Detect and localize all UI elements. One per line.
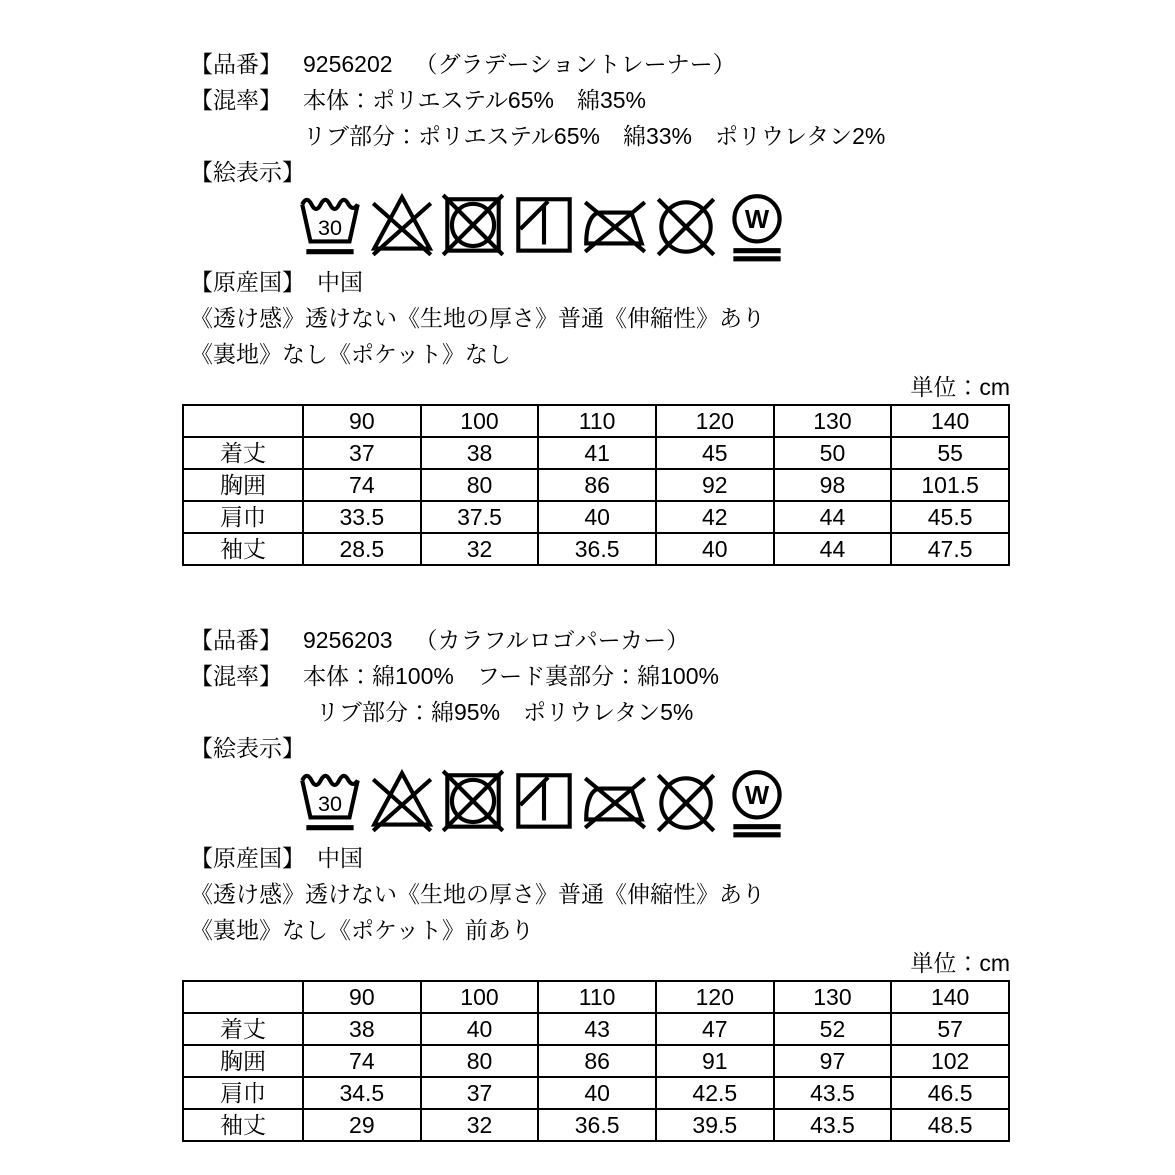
- item-number-value: 9256203: [303, 627, 393, 653]
- cell: 28.5: [303, 533, 421, 565]
- cell: 47.5: [891, 533, 1009, 565]
- cell: 36.5: [538, 1109, 656, 1141]
- do-not-tumble-dry-icon: [440, 190, 506, 264]
- size-col: 140: [891, 981, 1009, 1013]
- size-col: 100: [421, 981, 539, 1013]
- mixture-label: 【混率】: [190, 663, 282, 689]
- item-name: （グラデーショントレーナー）: [414, 51, 736, 77]
- cell: 47: [656, 1013, 774, 1045]
- cell: 101.5: [891, 469, 1009, 501]
- origin-value: 中国: [317, 269, 363, 295]
- cell: 29: [303, 1109, 421, 1141]
- origin-line: [190, 264, 1175, 300]
- wet-clean-gentle-icon: [724, 766, 790, 840]
- cell: 34.5: [303, 1077, 421, 1109]
- unit-label: 単位：cm: [910, 374, 1010, 400]
- cell: 32: [421, 1109, 539, 1141]
- cell: 97: [774, 1045, 892, 1077]
- cell: 37: [421, 1077, 539, 1109]
- mixture-line-2: [190, 118, 1175, 154]
- mixture-rib: リブ部分：ポリエステル65% 綿33% ポリウレタン2%: [303, 123, 886, 149]
- product-section-2: [0, 622, 1175, 1142]
- feature-line-1: 《透け感》透けない《生地の厚さ》普通《伸縮性》あり: [190, 881, 765, 907]
- row-label: 肩巾: [183, 1077, 303, 1109]
- cell: 80: [421, 1045, 539, 1077]
- cell: 55: [891, 437, 1009, 469]
- item-number-label: 【品番】: [190, 51, 282, 77]
- origin-value: 中国: [317, 845, 363, 871]
- cell: 42: [656, 501, 774, 533]
- table-row: [183, 1013, 1009, 1045]
- cell: 43.5: [774, 1109, 892, 1141]
- cell: 57: [891, 1013, 1009, 1045]
- cell: 86: [538, 1045, 656, 1077]
- cell: 102: [891, 1045, 1009, 1077]
- wash-30-gentle-icon: [298, 766, 364, 840]
- size-table-2: [182, 980, 1010, 1142]
- cell: 46.5: [891, 1077, 1009, 1109]
- do-not-iron-icon: [582, 190, 648, 264]
- cell: 32: [421, 533, 539, 565]
- cell: 38: [421, 437, 539, 469]
- row-label: 着丈: [183, 437, 303, 469]
- feature-line-2: 《裏地》なし《ポケット》なし: [190, 341, 511, 367]
- wash-30-gentle-icon: [298, 190, 364, 264]
- row-label: 胸囲: [183, 469, 303, 501]
- table-row: [183, 1045, 1009, 1077]
- cell: 45.5: [891, 501, 1009, 533]
- cell: 41: [538, 437, 656, 469]
- size-col: 110: [538, 405, 656, 437]
- corner-cell: [183, 981, 303, 1013]
- size-col: 130: [774, 405, 892, 437]
- do-not-dry-clean-icon: [653, 766, 719, 840]
- cell: 40: [421, 1013, 539, 1045]
- cell: 98: [774, 469, 892, 501]
- cell: 42.5: [656, 1077, 774, 1109]
- mixture-rib: リブ部分：綿95% ポリウレタン5%: [316, 699, 694, 725]
- care-symbols-label: 【絵表示】: [190, 735, 305, 761]
- size-col: 120: [656, 981, 774, 1013]
- cell: 37.5: [421, 501, 539, 533]
- table-row: [183, 469, 1009, 501]
- mixture-line-2: [190, 694, 1175, 730]
- mixture-label: 【混率】: [190, 87, 282, 113]
- cell: 74: [303, 1045, 421, 1077]
- item-number-label: 【品番】: [190, 627, 282, 653]
- unit-label: 単位：cm: [910, 950, 1010, 976]
- cell: 40: [538, 1077, 656, 1109]
- size-col: 90: [303, 981, 421, 1013]
- cell: 91: [656, 1045, 774, 1077]
- item-number-value: 9256202: [303, 51, 393, 77]
- origin-label: 【原産国】: [190, 845, 305, 871]
- cell: 86: [538, 469, 656, 501]
- row-label: 着丈: [183, 1013, 303, 1045]
- wet-clean-gentle-icon: [724, 190, 790, 264]
- origin-line: [190, 840, 1175, 876]
- product-section-1: [0, 46, 1175, 566]
- care-symbols-label-line: [190, 730, 1175, 766]
- cell: 40: [656, 533, 774, 565]
- cell: 39.5: [656, 1109, 774, 1141]
- item-number-line: [190, 622, 1175, 658]
- do-not-iron-icon: [582, 766, 648, 840]
- do-not-tumble-dry-icon: [440, 766, 506, 840]
- care-symbols-label-line: [190, 154, 1175, 190]
- cell: 38: [303, 1013, 421, 1045]
- mixture-body: 本体：綿100% フード裏部分：綿100%: [303, 663, 719, 689]
- corner-cell: [183, 405, 303, 437]
- care-symbols-row: [298, 190, 1175, 264]
- line-dry-in-shade-icon: [511, 190, 577, 264]
- cell: 48.5: [891, 1109, 1009, 1141]
- row-label: 肩巾: [183, 501, 303, 533]
- cell: 40: [538, 501, 656, 533]
- size-col: 140: [891, 405, 1009, 437]
- size-col: 110: [538, 981, 656, 1013]
- table-row: [183, 501, 1009, 533]
- item-number-line: [190, 46, 1175, 82]
- size-table-header-row: [183, 981, 1009, 1013]
- feature-line-1: 《透け感》透けない《生地の厚さ》普通《伸縮性》あり: [190, 305, 765, 331]
- table-row: [183, 533, 1009, 565]
- size-col: 100: [421, 405, 539, 437]
- cell: 50: [774, 437, 892, 469]
- cell: 80: [421, 469, 539, 501]
- cell: 74: [303, 469, 421, 501]
- cell: 36.5: [538, 533, 656, 565]
- do-not-dry-clean-icon: [653, 190, 719, 264]
- size-col: 130: [774, 981, 892, 1013]
- cell: 92: [656, 469, 774, 501]
- size-table-header-row: [183, 405, 1009, 437]
- item-name: （カラフルロゴパーカー）: [414, 627, 690, 653]
- cell: 44: [774, 501, 892, 533]
- size-col: 90: [303, 405, 421, 437]
- feature-line-2: 《裏地》なし《ポケット》前あり: [190, 917, 534, 943]
- table-row: [183, 1109, 1009, 1141]
- cell: 44: [774, 533, 892, 565]
- size-table-1: [182, 404, 1010, 566]
- care-symbols-row: [298, 766, 1175, 840]
- do-not-bleach-icon: [369, 190, 435, 264]
- do-not-bleach-icon: [369, 766, 435, 840]
- cell: 45: [656, 437, 774, 469]
- mixture-line-1: [190, 82, 1175, 118]
- row-label: 胸囲: [183, 1045, 303, 1077]
- cell: 52: [774, 1013, 892, 1045]
- table-row: [183, 1077, 1009, 1109]
- care-symbols-label: 【絵表示】: [190, 159, 305, 185]
- row-label: 袖丈: [183, 1109, 303, 1141]
- line-dry-in-shade-icon: [511, 766, 577, 840]
- cell: 33.5: [303, 501, 421, 533]
- row-label: 袖丈: [183, 533, 303, 565]
- cell: 43.5: [774, 1077, 892, 1109]
- size-col: 120: [656, 405, 774, 437]
- cell: 37: [303, 437, 421, 469]
- origin-label: 【原産国】: [190, 269, 305, 295]
- mixture-line-1: [190, 658, 1175, 694]
- table-row: [183, 437, 1009, 469]
- cell: 43: [538, 1013, 656, 1045]
- mixture-body: 本体：ポリエステル65% 綿35%: [303, 87, 646, 113]
